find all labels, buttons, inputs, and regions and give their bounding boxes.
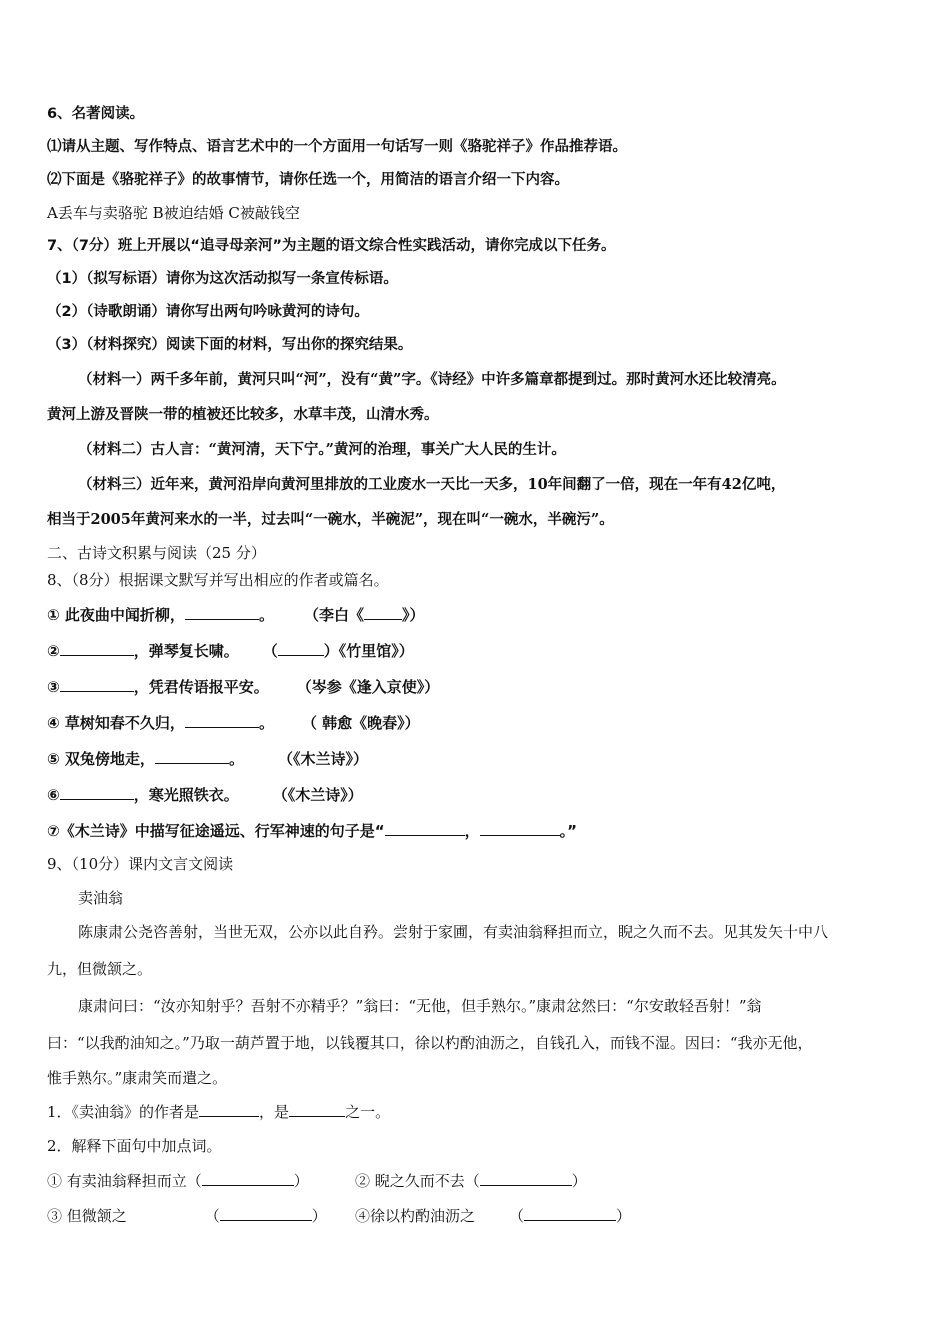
q8-title: 8、（8分）根据课文默写并写出相应的作者或篇名。 [47,571,389,589]
q9-sub1: 1．《卖油翁》的作者是 ，是 之一。 [47,1103,391,1121]
answer-blank[interactable] [60,640,134,656]
section2-title: 二、古诗文积累与阅读（25 分） [47,544,266,562]
q6-part1: ⑴请从主题、写作特点、语言艺术中的一个方面用一句话写一则《骆驼祥子》作品推荐语。 [47,139,627,155]
q7-material3-line2: 相当于2005年黄河来水的一半，过去叫“一碗水，半碗泥”，现在叫“一碗水，半碗污”。 [47,511,614,528]
answer-blank[interactable] [185,604,259,620]
answer-blank[interactable] [524,1205,616,1221]
q9-sub2: 2．解释下面句中加点词。 [47,1137,222,1155]
q6-options: A丢车与卖骆驼 B被迫结婚 C被敲钱空 [47,204,300,222]
passage-title: 卖油翁 [78,889,124,907]
q7-task3: （3）（材料探究）阅读下面的材料，写出你的探究结果。 [47,337,413,353]
answer-blank[interactable] [480,820,560,836]
answer-blank[interactable] [364,604,402,620]
passage-p1-line1: 陈康肃公尧咨善射，当世无双，公亦以此自矜。尝射于家圃，有卖油翁释担而立，睨之久而不去。见其发矢十中八 [78,923,829,941]
word-item-3: ③ 但微颔之 （ ） [47,1207,327,1225]
q9-title: 9、（10分）课内文言文阅读 [47,855,234,873]
q7-task2: （2）（诗歌朗诵）请你写出两句吟咏黄河的诗句。 [47,304,369,320]
answer-blank[interactable] [155,748,229,764]
answer-blank[interactable] [60,784,134,800]
passage-p2-line3: 惟手熟尔。”康肃笑而遣之。 [47,1069,228,1087]
answer-blank[interactable] [220,1205,312,1221]
word-item-2: ② 睨之久而不去（ ） [355,1172,587,1190]
answer-blank[interactable] [199,1101,259,1117]
q6-part2: ⑵下面是《骆驼祥子》的故事情节，请你任选一个，用简洁的语言介绍一下内容。 [47,172,569,188]
answer-blank[interactable] [60,676,134,692]
q8-line1: ① 此夜曲中闻折柳， 。 （李白《 》） [47,606,425,624]
word-item-4: ④徐以杓酌油沥之 （ ） [355,1207,632,1225]
q7-task1: （1）（拟写标语）请你为这次活动拟写一条宣传标语。 [47,271,398,287]
q7-material2: （材料二）古人言：“黄河清，天下宁。”黄河的治理，事关广大人民的生计。 [78,441,566,458]
passage-p2-line1: 康肃问曰：“汝亦知射乎？吾射不亦精乎？”翁曰：“无他，但手熟尔。”康肃忿然曰：“尔安敢轻吾射！”翁 [78,997,762,1015]
q7-title: 7、（7分）班上开展以“追寻母亲河”为主题的语文综合性实践活动，请你完成以下任务。 [47,238,616,254]
passage-p2-line2: 曰：“以我酌油知之。”乃取一葫芦置于地，以钱覆其口，徐以杓酌油沥之，自钱孔入，而钱不湿。因曰：“我亦无他， [47,1034,813,1052]
q8-line3: ③ ，凭君传语报平安。 （岑参《逢入京使》） [47,678,440,696]
answer-blank[interactable] [289,1101,345,1117]
passage-p1-line2: 九，但微颔之。 [47,960,153,978]
answer-blank[interactable] [185,712,259,728]
q6-title: 6、名著阅读。 [47,106,145,122]
word-item-1: ① 有卖油翁释担而立（ ） [47,1172,309,1190]
q8-line6: ⑥ ，寒光照铁衣。 （《木兰诗》） [47,786,363,804]
q8-line5: ⑤ 双兔傍地走， 。 （《木兰诗》） [47,750,368,768]
answer-blank[interactable] [202,1170,294,1186]
q8-line2: ② ，弹琴复长啸。 （ ）《竹里馆》） [47,642,414,660]
q7-material1-line2: 黄河上游及晋陕一带的植被还比较多，水草丰茂，山清水秀。 [47,406,439,423]
q7-material1-line1: （材料一）两千多年前，黄河只叫“河”，没有“黄”字。《诗经》中许多篇章都提到过。那时黄河水还比较清亮。 [78,371,786,388]
answer-blank[interactable] [385,820,465,836]
answer-blank[interactable] [480,1170,572,1186]
q7-material3-line1: （材料三）近年来，黄河沿岸向黄河里排放的工业废水一天比一天多，10年间翻了一倍，现在一年有42亿吨， [78,476,786,493]
q8-line4: ④ 草树知春不久归， 。 （ 韩愈《晚春》） [47,714,420,732]
q8-line7: ⑦《木兰诗》中描写征途遥远、行军神速的句子是“ ， 。” [47,822,577,840]
answer-blank[interactable] [278,640,324,656]
